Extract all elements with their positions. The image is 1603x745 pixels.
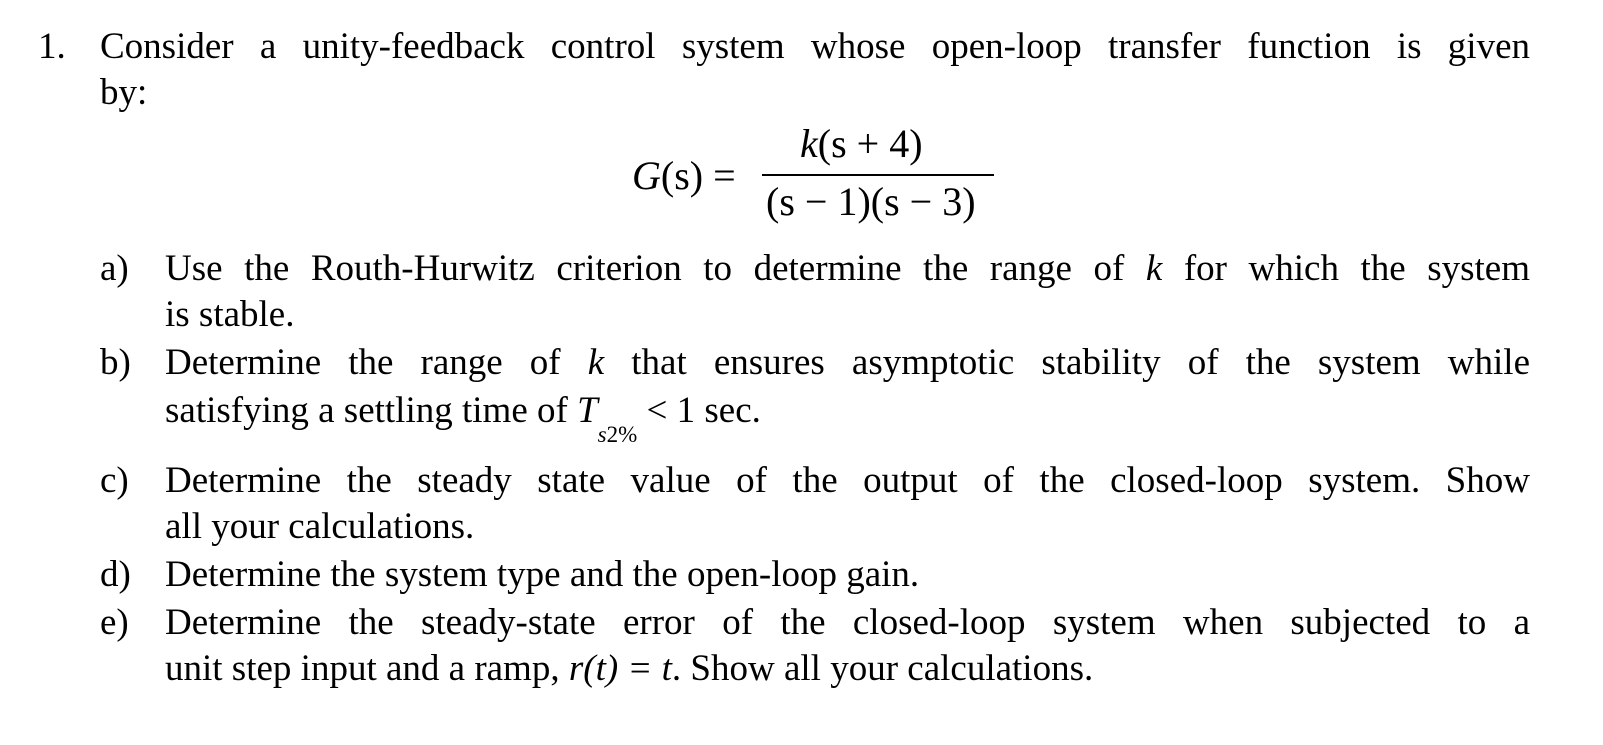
equation-lhs <box>632 152 736 199</box>
fraction-bar <box>762 174 994 176</box>
numerator-k: k <box>800 121 818 166</box>
part-a-line2: is stable. <box>165 294 295 335</box>
question-intro-line2: by: <box>100 72 148 113</box>
settling-time-subscript <box>598 422 638 447</box>
part-a-text-post: for which the system <box>1162 248 1531 289</box>
equation-denominator: (s − 1)(s − 3) <box>766 179 976 224</box>
equation-lhs-arg: (s) = <box>660 153 736 198</box>
part-a-label: a) <box>100 248 129 289</box>
part-b-line2 <box>165 388 1530 447</box>
part-e-line2-post: . Show all your calculations. <box>671 648 1094 689</box>
equation-lhs-name: G <box>632 153 661 198</box>
part-a-text-pre: Use the Routh-Hurwitz criterion to determine the range of <box>165 248 1146 289</box>
numerator-rest: (s + 4) <box>817 121 923 166</box>
question-intro-line1: Consider a unity-feedback control system whose open-loop transfer function is given <box>100 26 1530 67</box>
part-e-line1: Determine the steady-state error of the closed-loop system when subjected to a <box>165 602 1530 643</box>
transfer-function-equation <box>632 118 1002 238</box>
part-a-var-k: k <box>1145 248 1163 289</box>
part-b-var-k: k <box>587 342 605 383</box>
part-b-line2-pre: satisfying a settling time of <box>165 390 578 431</box>
part-c-line1: Determine the steady state value of the output of the closed-loop system. Show <box>165 460 1530 501</box>
ramp-input-expression: r(t) = t <box>568 648 672 689</box>
part-b-line2-post: < 1 sec. <box>637 390 761 431</box>
subscript-percent: 2% <box>606 422 638 447</box>
part-c-label: c) <box>100 460 129 501</box>
part-e-label: e) <box>100 602 129 643</box>
subscript-s: s <box>597 422 607 447</box>
part-e-line2-pre: unit step input and a ramp, <box>165 648 569 689</box>
part-d-line1: Determine the system type and the open-loop gain. <box>165 554 920 595</box>
question-number: 1. <box>38 26 66 67</box>
part-d-label: d) <box>100 554 131 595</box>
part-a-line1 <box>165 246 1530 292</box>
part-b-text-pre: Determine the range of <box>165 342 588 383</box>
equation-numerator <box>800 120 923 167</box>
part-c-line2: all your calculations. <box>165 506 475 547</box>
part-b-text-post: that ensures asymptotic stability of the system while <box>604 342 1530 383</box>
part-e-line2 <box>165 646 1530 692</box>
part-b-label: b) <box>100 342 131 383</box>
part-b-line1 <box>165 340 1530 386</box>
settling-time-symbol: T <box>577 390 598 431</box>
